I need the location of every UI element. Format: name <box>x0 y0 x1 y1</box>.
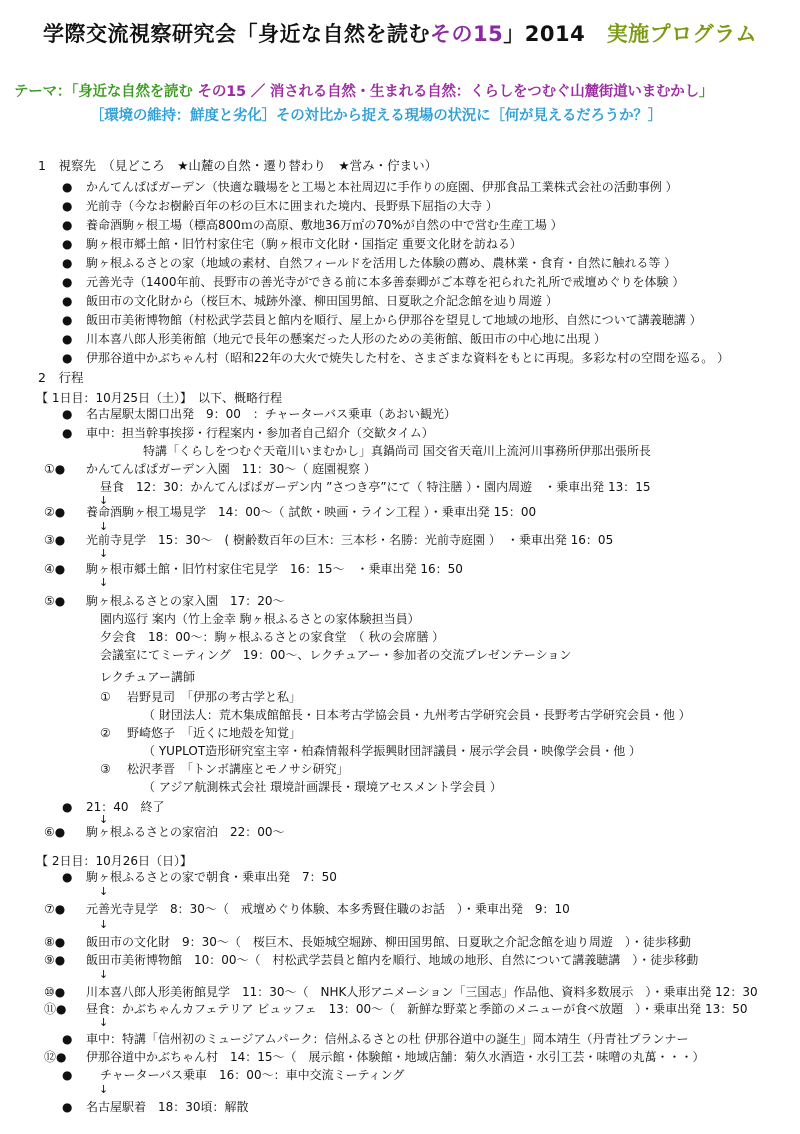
bullet: ● <box>62 351 73 365</box>
section1-heading: 1 視察先 （見どころ ★山麓の自然・遷り替わり ★営み・佇まい） <box>38 158 438 173</box>
lecturer-role: （ 財団法人：荒木集成館館長・日本考古学協会員・九州考古学研究会員・長野考古学研究会員・他 ） <box>143 708 691 722</box>
arrow-down-icon: ↓ <box>99 968 109 981</box>
bullet: ● <box>62 180 73 194</box>
step-marker: ⑩● <box>44 985 66 999</box>
title-part3: 」2014 <box>503 22 586 46</box>
step-marker: ⑨● <box>44 953 66 967</box>
bullet: ● <box>62 237 73 251</box>
day1-header: 【 1日目：10月25日（土）】 以下、概略行程 <box>36 391 282 405</box>
schedule-sub: 園内巡行 案内（竹上金幸 駒ヶ根ふるさとの家体験担当員） <box>100 612 420 626</box>
arrow-down-icon: ↓ <box>99 1083 109 1096</box>
lecturer-name: 野崎悠子 「近くに地殻を知覚」 <box>127 726 302 740</box>
lecturer-no: ① <box>100 690 111 704</box>
lecturer-name: 岩野見司 「伊那の考古学と私」 <box>127 690 302 704</box>
bullet: ● <box>62 294 73 308</box>
special-lecture: 特講「くらしをつむぐ天竜川いまむかし」真鍋尚司 国交省天竜川上流河川事務所伊那出張所長 <box>143 444 651 458</box>
step-marker: ⑧● <box>44 935 66 949</box>
bullet: ● <box>62 199 73 213</box>
schedule-sub: 夕会食 18：00～：駒ヶ根ふるさとの家食堂 （ 秋の会席膳 ） <box>100 630 445 644</box>
arrow-down-icon: ↓ <box>99 918 109 931</box>
theme-line1 <box>14 80 713 101</box>
bullet: ● <box>62 800 73 814</box>
theme-d: 」 <box>698 84 714 100</box>
bullet: ● <box>62 313 73 327</box>
schedule-sub: 昼食 12：30：かんてんぱぱガーデン内 ”さつき亭”にて（ 特注膳 ）・園内周遊 ・乗車出発 13：15 <box>100 480 651 494</box>
theme-a: テーマ：「身近な自然を読む <box>14 84 193 100</box>
lecturer-role: （ アジア航測株式会社 環境計画課長・環境アセスメント学会員 ） <box>143 780 502 794</box>
section2-heading: 2 行程 <box>38 370 84 385</box>
bullet: ● <box>62 332 73 346</box>
lecturer-role: （ YUPLOT造形研究室主宰・柏森情報科学振興財団評議員・展示学会員・映像学会員・他 ） <box>143 744 642 758</box>
page-title <box>0 18 800 48</box>
title-part4: 実施プログラム <box>606 22 757 46</box>
lecturer-name: 松沢孝晋 「トンボ講座とモノサシ研究」 <box>127 762 349 776</box>
lecturer-no: ③ <box>100 762 111 776</box>
lecturer-no: ② <box>100 726 111 740</box>
program-page: 学際交流視察研究会「身近な自然を読むその15」2014 実施プログラム テーマ：「身近な自然を読む その15 ／ 消される自然・生まれる自然：くらしをつむぐ山麓街道いまむかし」 ［環境の維持：鮮度と劣化］その対比から捉える現場の状況に［何が見えるだろうか？］ 1 視察先 （見どころ ★山麓の自然・遷り替わり ★営み・佇まい） ● かんてんぱぱガーデン（快適な職場をと工場と本社周辺に手作りの庭園、伊那食品工業株式会社の活動事例 ） ● 光前寺（今なお樹齢百年の杉の巨木に囲まれた境内、長野県下屈指の大寺 ） ● 養命酒駒ヶ根工場（標高800ｍの高原、敷地36万㎡の70%が自然の中で営む生産工場 ） ● 駒ヶ根市郷土館・旧竹村家住宅（駒ヶ根市文化財・国指定 重要文化財を訪ねる） ● 駒ヶ根ふるさとの家（地域の素材、自然フィールドを活用した体験の薦め、農林業・食育・自然に触れる等 ） ● 元善光寺（1400年前、長野市の善光寺ができる前に本多善泰卿がご本尊を祀られた礼所で戒壇めぐりを体験 ） ● 飯田市の文化財から（桜巨木、城跡外濠、柳田国男館、日夏耿之介記念館を辿り周遊 ） ● 飯田市美術博物館（村松武学芸員と館内を順行、屋上から伊那谷を望見して地域の地形、自然について講義聴講 ） ● 川本喜八郎人形美術館（地元で長年の懸案だった人形のための美術館、飯田市の中心地に出現 ） ● 伊那谷道中かぶちゃん村（昭和22年の大火で焼失した村を、さまざまな資料をもとに再現。多彩な村の空間を巡る。 ） 2 行程 【 1日目：10月25日（土）】 以下、概略行程 ● 名古屋駅太閤口出発 9：00 ：チャーターバス乗車（あおい観光） ● 車中：担当幹事挨拶・行程案内・参加者自己紹介（交歓タイム） 特講「くらしをつむぐ天竜川いまむかし」真鍋尚司 国交省天竜川上流河川事務所伊那出張所長 ①● かんてんぱぱガーデン入園 11：30～（ 庭園視察 ） 昼食 12：30：かんてんぱぱガーデン内 ”さつき亭”にて（ 特注膳 ）・園内周遊 ・乗車出発 13：15 ↓ ②● 養命酒駒ヶ根工場見学 14：00～（ 試飲・映画・ライン工程 ）・乗車出発 15：00 ↓ ③● 光前寺見学 15：30～ ( 樹齢数百年の巨木：三本杉・名勝：光前寺庭園 ） ・乗車出発 16：05 ↓ ④● 駒ヶ根市郷土館・旧竹村家住宅見学 16：15～ ・乗車出発 16：50 ↓ ⑤● 駒ヶ根ふるさとの家入園 17：20～ 園内巡行 案内（竹上金幸 駒ヶ根ふるさとの家体験担当員） 夕会食 18：00～：駒ヶ根ふるさとの家食堂 （ 秋の会席膳 ） 会議室にてミーティング 19：00～、レクチュアー・参加者の交流プレゼンテーション レクチュアー講師 ① 岩野見司 「伊那の考古学と私」 （ 財団法人：荒木集成館館長・日本考古学協会員・九州考古学研究会員・長野考古学研究会員・他 ） ② 野崎悠子 「近くに地殻を知覚」 （ YUPLOT造形研究室主宰・柏森情報科学振興財団評議員・展示学会員・映像学会員・他 ） ③ 松沢孝晋 「トンボ講座とモノサシ研究」 （ アジア航測株式会社 環境計画課長・環境アセスメント学会員 ） ● 21：40 終了 ↓ ⑥● 駒ヶ根ふるさとの家宿泊 22：00～ 【 2日目：10月26日（日）】 ● 駒ヶ根ふるさとの家で朝食・乗車出発 7：50 ↓ ⑦● 元善光寺見学 8：30～（ 戒壇めぐり体験、本多秀賢住職のお話 ）・乗車出発 9：10 ↓ ⑧● 飯田市の文化財 9：30～（ 桜巨木、長姫城空堀跡、柳田国男館、日夏耿之介記念館を辿り周遊 ）・徒歩移動 ⑨● 飯田市美術博物館 10：00～（ 村松武学芸員と館内を順行、地域の地形、自然について講義聴講 ）・徒歩移動 ↓ ⑩● 川本喜八郎人形美術館見学 11：30～（ NHK人形アニメーション「三国志」作品他、資料多数展示 ）・乗車出発 12：30 ⑪● 昼食：かぶちゃんカフェテリア ビュッフェ 13：00～（ 新鮮な野菜と季節のメニューが食べ放題 ）・乗車出発 13：50 ↓ ● 車中：特講「信州初のミュージアムパーク：信州ふるさとの杜 伊那谷道中の誕生」岡本靖生（丹青社プランナー ⑫● 伊那谷道中かぶちゃん村 14：15～（ 展示館・体験館・地域店舗：菊久水酒造・水引工芸・味噌の丸萬・・・） ● チャーターバス乗車 16：00～：車中交流ミーティング ↓ ● 名古屋駅着 18：30頃：解散 <box>0 0 800 1134</box>
bullet: ● <box>62 870 73 884</box>
step-marker: ⑥● <box>44 825 66 839</box>
day2-header: 【 2日目：10月26日（日）】 <box>36 854 192 868</box>
arrow-down-icon: ↓ <box>99 813 109 826</box>
bullet: ● <box>62 1100 73 1114</box>
arrow-down-icon: ↓ <box>99 520 109 533</box>
bullet: ● <box>62 426 73 440</box>
step-marker: ①● <box>44 462 66 476</box>
lecturer-heading: レクチュアー講師 <box>100 670 196 684</box>
bullet: ● <box>62 1032 73 1046</box>
title-part2: その15 <box>430 22 504 46</box>
step-marker: ⑦● <box>44 902 66 916</box>
theme-line2: ［環境の維持：鮮度と劣化］その対比から捉える現場の状況に［何が見えるだろうか？］ <box>90 108 662 124</box>
schedule-sub: 会議室にてミーティング 19：00～、レクチュアー・参加者の交流プレゼンテーション <box>100 648 572 662</box>
step-marker: ③● <box>44 533 66 547</box>
title-part1: 学際交流視察研究会「身近な自然を読む <box>43 22 430 46</box>
step-marker: ⑪● <box>44 1002 67 1016</box>
bullet: ● <box>62 1068 73 1082</box>
step-marker: ②● <box>44 505 66 519</box>
bullet: ● <box>62 218 73 232</box>
step-marker: ⑫● <box>44 1050 67 1064</box>
bullet: ● <box>62 256 73 270</box>
arrow-down-icon: ↓ <box>99 576 109 589</box>
arrow-down-icon: ↓ <box>99 494 109 507</box>
arrow-down-icon: ↓ <box>99 1016 109 1029</box>
step-marker: ⑤● <box>44 594 66 608</box>
theme-b: その15 ／ 消される自然・生まれる自然： <box>197 84 471 100</box>
arrow-down-icon: ↓ <box>99 885 109 898</box>
theme-c: くらしをつむぐ山麓街道いまむかし <box>470 84 699 100</box>
arrow-down-icon: ↓ <box>99 547 109 560</box>
step-marker: ④● <box>44 562 66 576</box>
bullet: ● <box>62 275 73 289</box>
bullet: ● <box>62 407 73 421</box>
